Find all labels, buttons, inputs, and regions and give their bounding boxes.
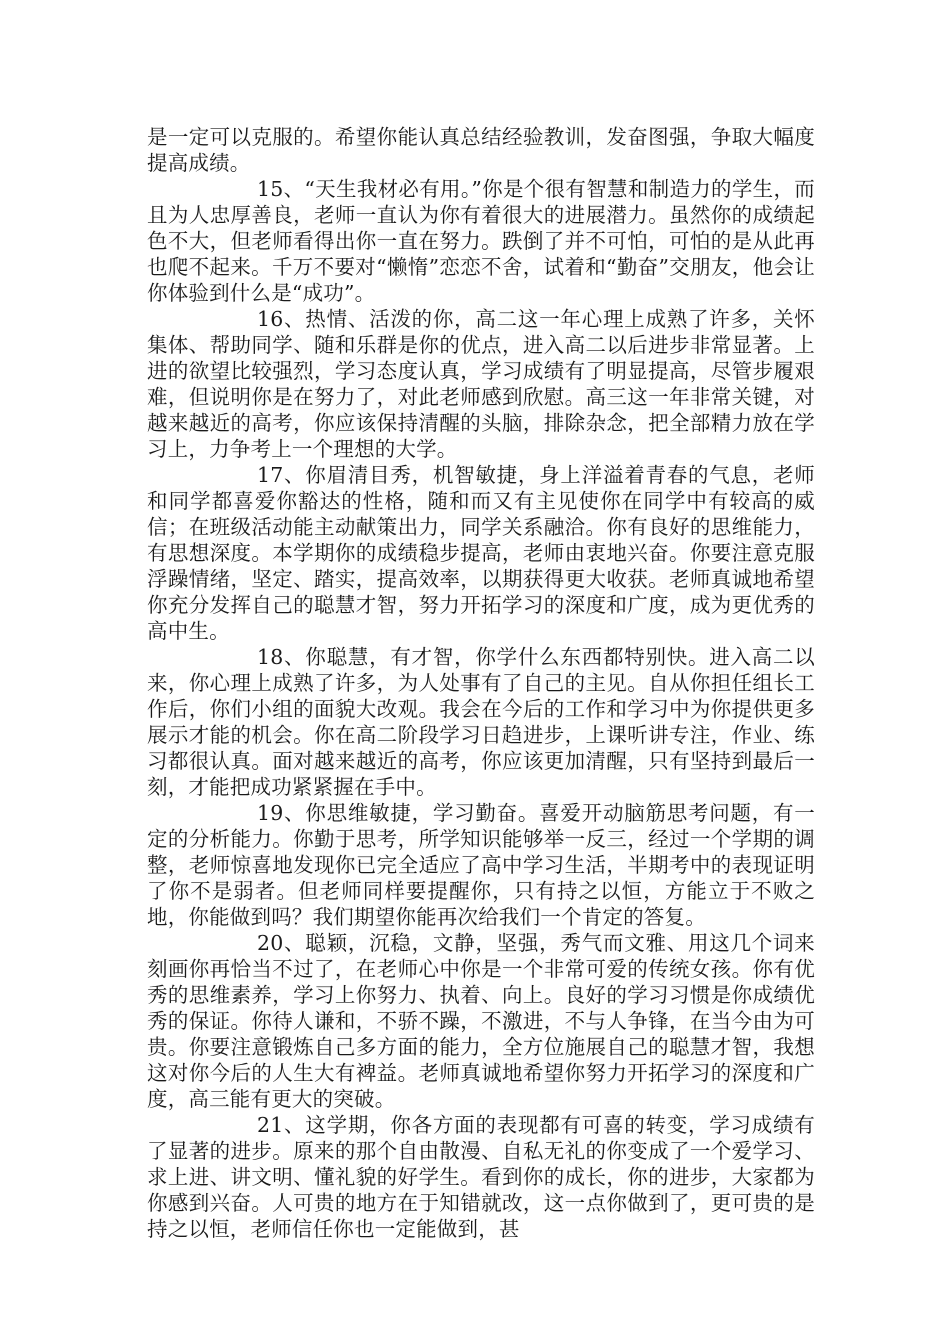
paragraph-20: 20、聪颖，沉稳，文静，坚强，秀气而文雅、用这几个词来刻画你再恰当不过了，在老师心中你是一个非常可爱的传统女孩。你有优秀的思维素养，学习上你努力、执着、向上。良好的学习习惯是你成绩优秀的保证。你待人谦和，不骄不躁，不激进，不与人争锋，在当今由为可贵。你要注意锻炼自己多方面的能力，全方位施展自己的聪慧才智，我想这对你今后的人生大有裨益。老师真诚地希望你努力开拓学习的深度和广度，高三能有更大的突破。: [147, 931, 815, 1111]
paragraph-19: 19、你思维敏捷，学习勤奋。喜爱开动脑筋思考问题，有一定的分析能力。你勤于思考，所学知识能够举一反三，经过一个学期的调整，老师惊喜地发现你已完全适应了高中学习生活，半期考中的表现证明了你不是弱者。但老师同样要提醒你，只有持之以恒，方能立于不败之地，你能做到吗？我们期望你能再次给我们一个肯定的答复。: [147, 801, 815, 929]
paragraph-continued: 是一定可以克服的。希望你能认真总结经验教训，发奋图强，争取大幅度提高成绩。: [147, 125, 815, 175]
paragraph-15: 15、“天生我材必有用。”你是个很有智慧和制造力的学生，而且为人忠厚善良，老师一直认为你有着很大的进展潜力。虽然你的成绩起色不大，但老师看得出你一直在努力。跌倒了并不可怕，可怕的是从此再也爬不起来。千万不要对“懒惰”恋恋不舍，试着和“勤奋”交朋友，他会让你体验到什么是“成功”。: [147, 177, 815, 305]
paragraph-18: 18、你聪慧，有才智，你学什么东西都特别快。进入高二以来，你心理上成熟了许多，为人处事有了自己的主见。自从你担任组长工作后，你们小组的面貌大改观。我会在今后的工作和学习中为你提供更多展示才能的机会。你在高二阶段学习日趋进步，上课听讲专注，作业、练习都很认真。面对越来越近的高考，你应该更加清醒，只有坚持到最后一刻，才能把成功紧紧握在手中。: [147, 645, 815, 799]
paragraph-16: 16、热情、活泼的你，高二这一年心理上成熟了许多，关怀集体、帮助同学、随和乐群是你的优点，进入高二以后进步非常显著。上进的欲望比较强烈，学习态度认真，学习成绩有了明显提高，尽管步履艰难，但说明你是在努力了，对此老师感到欣慰。高三这一年非常关键，对越来越近的高考，你应该保持清醒的头脑，排除杂念，把全部精力放在学习上，力争考上一个理想的大学。: [147, 307, 815, 461]
paragraph-17: 17、你眉清目秀，机智敏捷，身上洋溢着青春的气息，老师和同学都喜爱你豁达的性格，随和而又有主见使你在同学中有较高的威信；在班级活动能主动献策出力，同学关系融洽。你有良好的思维能力，有思想深度。本学期你的成绩稳步提高，老师由衷地兴奋。你要注意克服浮躁情绪，坚定、踏实，提高效率，以期获得更大收获。老师真诚地希望你充分发挥自己的聪慧才智，努力开拓学习的深度和广度，成为更优秀的高中生。: [147, 463, 815, 643]
document-body: [147, 124, 815, 1242]
paragraph-21: 21、这学期，你各方面的表现都有可喜的转变，学习成绩有了显著的进步。原来的那个自由散漫、自私无礼的你变成了一个爱学习、求上进、讲文明、懂礼貌的好学生。看到你的成长，你的进步，大家都为你感到兴奋。人可贵的地方在于知错就改，这一点你做到了，更可贵的是持之以恒，老师信任你也一定能做到，甚: [147, 1113, 815, 1241]
